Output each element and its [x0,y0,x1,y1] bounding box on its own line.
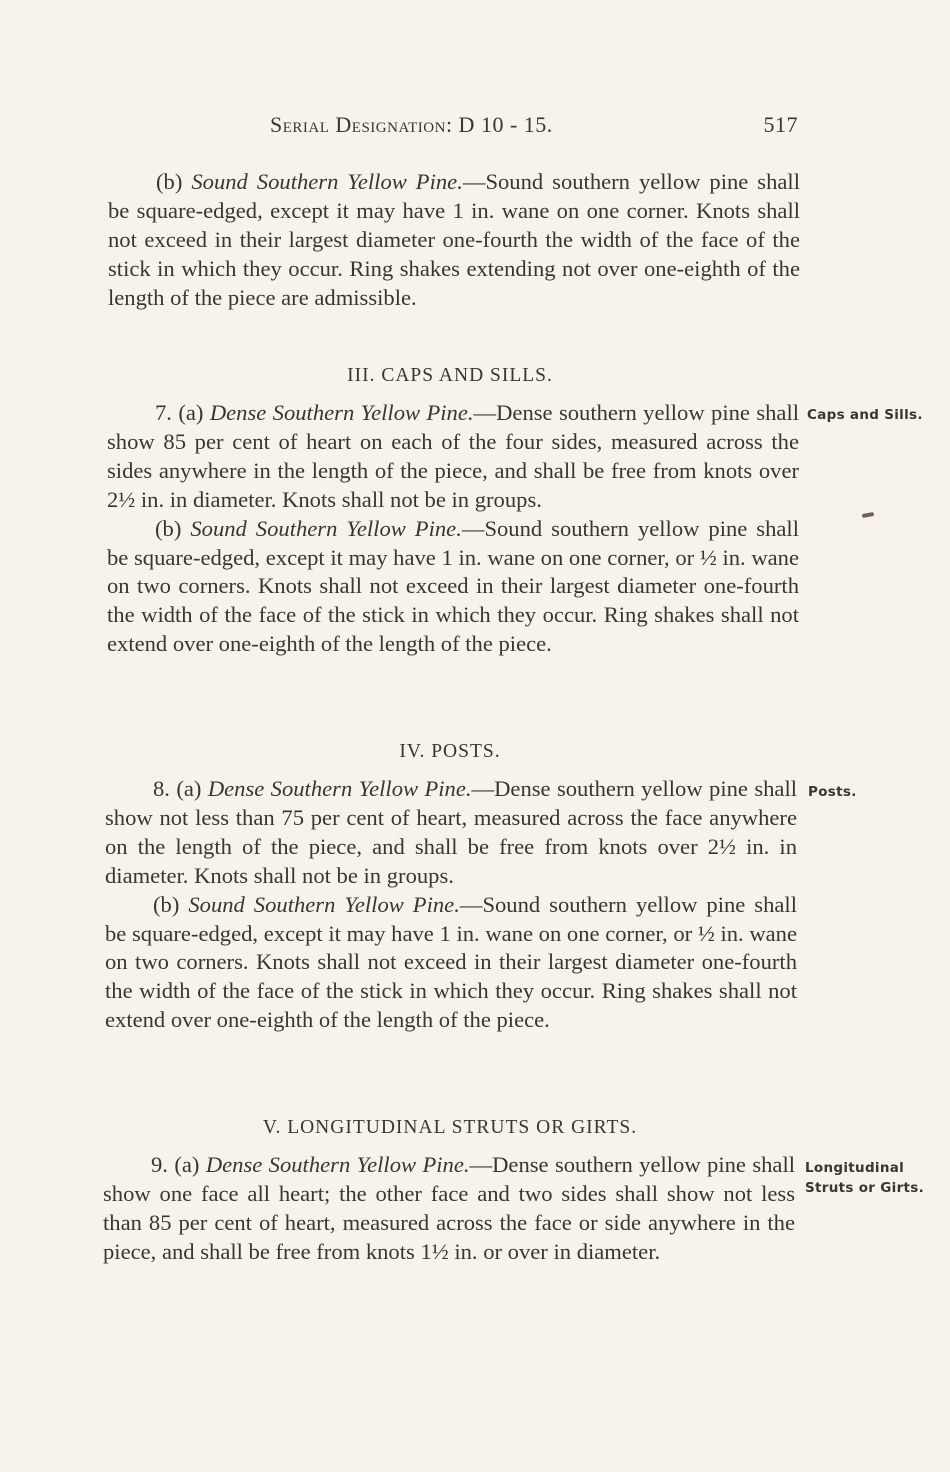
section-heading-posts: IV. POSTS. [399,741,501,762]
para-label: (b) [156,169,183,194]
paragraph-dense-pine [103,1151,795,1267]
paragraph-sound-pine [107,515,799,660]
para-term: Dense Southern Yellow Pine. [207,776,472,801]
section-struts-girts-body [103,1151,795,1267]
para-text: —Dense southern yellow pine shall show one face all heart; the other face and two sides shall show not less than 85 per cent of heart, measured across the face or side anywhere in the piece, and shall be free from knots 1½ in. or over in diameter. [103,1152,795,1264]
para-text: —Sound southern yellow pine shall be square-edged, except it may have 1 in. wane on one corner. Knots shall not exceed in their largest diameter one-fourth the width of the face of the stick in which they occur. Ring shakes extending not over one-eighth of the length of the piece are admissible. [108,169,800,310]
para-term: Sound Southern Yellow Pine. [191,169,463,194]
running-title: Serial Designation: D 10 - 15. [270,112,553,137]
section-caps-and-sills-body [107,399,799,659]
para-term: Sound Southern Yellow Pine. [190,515,462,541]
ink-mark [862,512,875,518]
margin-note-line: Struts or Girts. [805,1180,925,1196]
paragraph-dense-pine [107,399,799,515]
para-label: (b) [155,515,182,541]
paragraph-dense-pine [105,775,797,891]
para-label: 9. (a) [151,1152,200,1177]
paragraph-sound-pine-continued [108,168,800,313]
paragraph-sound-pine [105,891,797,1036]
para-text: —Sound southern yellow pine shall be square-edged, except it may have 1 in. wane on one corner, or ½ in. wane on two corners. Knots shall not exceed in their largest diameter one-fourth the width of the face of the stick in which they occur. Ring shakes shall not extend over one-eighth of the length of the piece. [105,891,797,1033]
para-label: 7. (a) [155,400,204,425]
margin-note-posts: Posts. [808,784,857,800]
section-heading-caps-and-sills: III. CAPS AND SILLS. [347,365,553,386]
margin-note-line: Longitudinal [805,1160,905,1176]
para-text: —Dense southern yellow pine shall show not less than 75 per cent of heart, measured across the face anywhere on the length of the piece, and shall be free from knots over 2½ in. in diameter. Knots shall not be in groups. [105,776,797,888]
para-term: Dense Southern Yellow Pine. [205,1152,470,1177]
para-term: Dense Southern Yellow Pine. [209,400,474,425]
section-posts-body [105,775,797,1035]
page-number: 517 [763,112,798,137]
margin-note-caps-and-sills: Caps and Sills. [807,407,923,423]
para-label: 8. (a) [153,776,202,801]
para-text: —Dense southern yellow pine shall show 85 per cent of heart on each of the four sides, measured across the sides anywhere in the length of the piece, and shall be free from knots over 2½ in. in diameter. Knots shall not be in groups. [107,400,799,512]
section-heading-struts-girts: V. LONGITUDINAL STRUTS OR GIRTS. [262,1117,638,1138]
margin-note-struts-girts [805,1158,924,1198]
para-label: (b) [153,891,180,917]
para-term: Sound Southern Yellow Pine. [188,891,460,917]
para-text: —Sound southern yellow pine shall be square-edged, except it may have 1 in. wane on one corner, or ½ in. wane on two corners. Knots shall not exceed in their largest diameter one-fourth the width of the face of the stick in which they occur. Ring shakes shall not extend over one-eighth of the length of the piece. [107,515,799,657]
